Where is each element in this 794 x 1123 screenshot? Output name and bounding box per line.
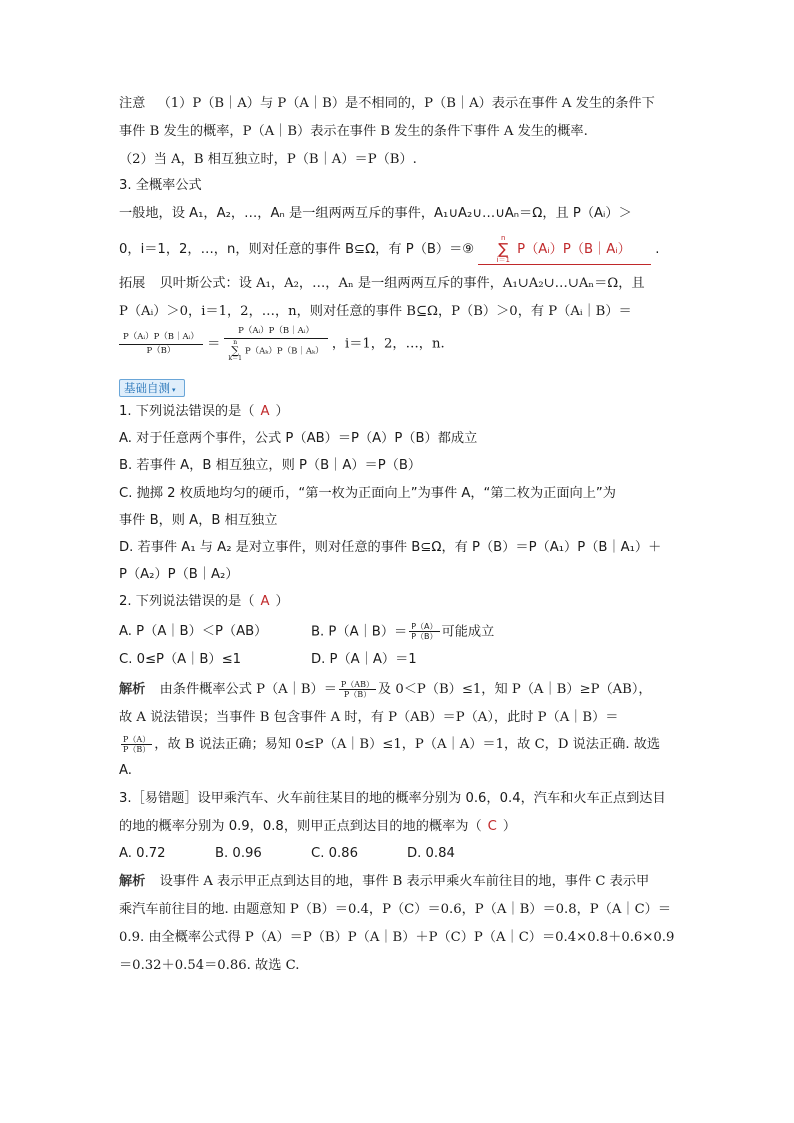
bayes-sigma: n ∑ k＝1 (228, 339, 242, 362)
q1-stem-text: 1. 下列说法错误的是（ (119, 404, 255, 419)
q2-sol1-prefix: 由条件概率公式 P（A｜B）＝ (159, 682, 337, 697)
bayes-suffix: ，i＝1，2，…，n. (331, 336, 445, 352)
q1-option-d-line2: P（A₂）P（B｜A₂） (119, 567, 239, 582)
extension-line-1 (119, 274, 645, 294)
q2-b-num: P（A） (409, 622, 439, 632)
section-line-2 (119, 234, 659, 265)
q3-answer: C (487, 819, 497, 834)
q2-sol3-fraction (121, 735, 152, 754)
sigma-symbol: n ∑ i＝1 (496, 234, 510, 264)
bayes-frac1-den: P（B） (146, 345, 176, 356)
section-badge (119, 379, 185, 397)
q2-solution-line-4: A. (119, 763, 132, 778)
q2-answer: A (260, 594, 270, 609)
q1-stem-end: ） (275, 404, 289, 419)
q2-b-fraction (409, 622, 439, 641)
sigma-bottom: i＝1 (496, 256, 510, 264)
q2-stem-text: 2. 下列说法错误的是（ (119, 594, 255, 609)
note-line-1 (119, 94, 655, 114)
q2-b-suffix: 可能成立 (441, 624, 495, 640)
q1-option-c-line1: C. 抛掷 2 枚质地均匀的硬币，“第一枚为正面向上”为事件 A，“第二枚为正面向上”为 (119, 486, 616, 501)
bayes-sigma-bottom: k＝1 (228, 355, 242, 362)
bayes-frac1-num: P（Aᵢ）P（B｜Aᵢ） (119, 332, 203, 345)
caret-down-icon: ▾ (172, 386, 176, 394)
bayes-fraction-2 (224, 326, 327, 362)
q2-option-c: C. 0≤P（A｜B）≤1 (119, 652, 242, 667)
section-heading: 3. 全概率公式 (119, 178, 202, 193)
q2-sol1-fraction (339, 680, 376, 699)
bayes-equals: ＝ (207, 336, 221, 352)
q2-sol3-num: P（A） (121, 735, 152, 745)
q2-solution-line-2: 故 A 说法错误；当事件 B 包含事件 A 时，有 P（AB）＝P（A），此时 P（A｜B）＝ (119, 710, 619, 725)
q1-option-a: A. 对于任意两个事件，公式 P（AB）＝P（A）P（B）都成立 (119, 431, 478, 446)
q3-option-d: D. 0.84 (407, 846, 455, 861)
q3-stem-text: 的地的概率分别为 0.9，0.8，则甲正点到达目的地的概率为（ (119, 819, 482, 834)
note-label: 注意 (119, 96, 146, 111)
q3-option-b: B. 0.96 (215, 846, 262, 861)
q3-sol1-text: 设事件 A 表示甲正点到达目的地，事件 B 表示甲乘火车前往目的地，事件 C 表示甲 (159, 874, 650, 889)
extension-line-2: P（Aᵢ）＞0，i＝1，2，…，n，则对任意的事件 B⊆Ω，P（B）＞0，有 P（Aᵢ｜B）＝ (119, 304, 632, 319)
fill-blank-answer (478, 234, 651, 265)
bayes-formula (119, 326, 445, 362)
q3-solution-line-2: 乘汽车前往目的地. 由题意知 P（B）＝0.4，P（C）＝0.6，P（A｜B）＝0.8，P（A｜C）＝ (119, 902, 672, 917)
q3-stem-line-2 (119, 817, 516, 837)
q2-solution-line-3 (119, 735, 660, 755)
bayes-fraction-1 (119, 332, 203, 357)
bayes-frac2-num: P（Aᵢ）P（B｜Aᵢ） (224, 326, 327, 339)
q2-option-d: D. P（A｜A）＝1 (311, 652, 417, 667)
bayes-sigma-top: n (233, 339, 238, 346)
q3-stem-line-1: 3.［易错题］设甲乘汽车、火车前往某目的地的概率分别为 0.6，0.4，汽车和火车正点到达目 (119, 791, 666, 806)
q2-option-a: A. P（A｜B）＜P（AB） (119, 624, 268, 639)
q3-stem-end: ） (502, 819, 517, 834)
q2-sol1-den: P（B） (343, 690, 372, 699)
q2-option-b (311, 622, 494, 643)
bayes-frac2-den-text: P（Aₖ）P（B｜Aₖ） (244, 346, 324, 357)
q1-answer: A (260, 404, 270, 419)
q2-sol1-suffix: 及 0＜P（B）≤1，知 P（A｜B）≥P（AB）， (377, 682, 652, 697)
q1-option-c-line2: 事件 B，则 A，B 相互独立 (119, 513, 278, 528)
badge-label: 基础自测 (124, 381, 170, 395)
q2-sol3-suffix: ，故 B 说法正确；易知 0≤P（A｜B）≤1，P（A｜A）＝1，故 C，D 说法正确. 故选 (154, 737, 661, 752)
q3-option-c: C. 0.86 (311, 846, 358, 861)
q2-b-prefix: B. P（A｜B）＝ (311, 624, 408, 640)
note-text-1: （1）P（B｜A）与 P（A｜B）是不相同的，P（B｜A）表示在事件 A 发生的条件下 (157, 96, 655, 111)
q3-option-a: A. 0.72 (119, 846, 166, 861)
q2-sol1-num: P（AB） (340, 680, 374, 689)
q3-solution-line-1 (119, 872, 649, 892)
section-line-2-suffix: . (655, 242, 660, 257)
q1-option-b: B. 若事件 A，B 相互独立，则 P（B｜A）＝P（B） (119, 458, 422, 473)
q1-stem (119, 402, 289, 422)
note-line-3: （2）当 A，B 相互独立时，P（B｜A）＝P（B）. (119, 152, 417, 167)
section-line-2-prefix: 0，i＝1，2，…，n，则对任意的事件 B⊆Ω，有 P（B）＝⑨ (119, 242, 475, 257)
q2-solution-line-1 (119, 680, 652, 700)
q3-solution-label: 解析 (119, 874, 146, 889)
q3-solution-line-3: 0.9. 由全概率公式得 P（A）＝P（B）P（A｜B）＋P（C）P（A｜C）＝0.4×0.8＋0.6×0.9 (119, 930, 675, 945)
blank-answer-text: P（Aᵢ）P（B｜Aᵢ） (517, 242, 631, 257)
extension-text-1: 贝叶斯公式：设 A₁，A₂，…，Aₙ 是一组两两互斥的事件，A₁∪A₂∪…∪Aₙ＝Ω，且 (159, 276, 645, 291)
q2-solution-label: 解析 (119, 682, 146, 697)
q2-stem-end: ） (275, 594, 289, 609)
q2-b-den: P（B） (411, 632, 438, 641)
section-line-1: 一般地，设 A₁，A₂，…，Aₙ 是一组两两互斥的事件，A₁∪A₂∪…∪Aₙ＝Ω，且 P（Aᵢ）＞ (119, 206, 632, 221)
q2-stem (119, 592, 289, 612)
q1-option-d-line1: D. 若事件 A₁ 与 A₂ 是对立事件，则对任意的事件 B⊆Ω，有 P（B）＝P（A₁）P（B｜A₁）＋ (119, 540, 662, 555)
sigma-top: n (501, 234, 506, 242)
note-line-2: 事件 B 发生的概率，P（A｜B）表示在事件 B 发生的条件下事件 A 发生的概率. (119, 124, 588, 139)
bayes-frac2-den (224, 339, 327, 362)
q2-sol3-den: P（B） (123, 745, 151, 754)
q3-solution-line-4: ＝0.32＋0.54＝0.86. 故选 C. (119, 958, 300, 973)
extension-label: 拓展 (119, 276, 146, 291)
